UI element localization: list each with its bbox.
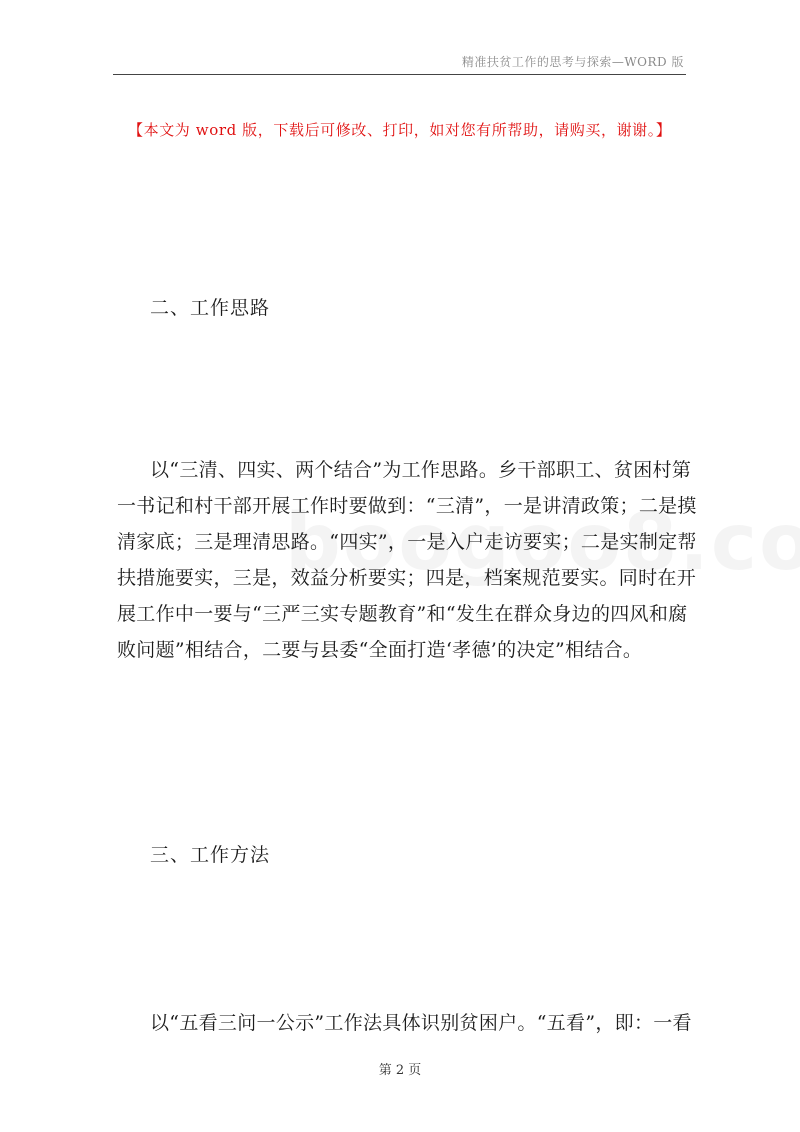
- paragraph-line: 败问题”相结合，二要与县委“全面打造‘孝德’的决定”相结合。: [117, 639, 643, 661]
- paragraph-line: 展工作中一要与“三严三实专题教育”和“发生在群众身边的四风和腐: [117, 603, 688, 625]
- header-divider: [113, 74, 686, 75]
- section-heading-work-methods: 三、工作方法: [150, 844, 271, 866]
- purchase-notice: 【本文为 word 版，下载后可修改、打印，如对您有所帮助，请购买，谢谢。】: [128, 121, 672, 139]
- paragraph-line: 清家底；三是理清思路。“四实”，一是入户走访要实；二是实制定帮: [117, 531, 697, 553]
- paragraph-line: 以“五看三问一公示”工作法具体识别贫困户。“五看”，即：一看: [150, 1012, 692, 1034]
- document-header-title: 精准扶贫工作的思考与探索—WORD 版: [461, 55, 684, 69]
- paragraph-line: 以“三清、四实、两个结合”为工作思路。乡干部职工、贫困村第: [150, 459, 692, 481]
- paragraph-line: 扶措施要实，三是，效益分析要实；四是，档案规范要实。同时在开: [117, 567, 697, 589]
- paragraph-work-methods: [117, 1005, 692, 1041]
- paragraph-line: 一书记和村干部开展工作时要做到：“三清”，一是讲清政策；二是摸: [117, 495, 697, 517]
- paragraph-work-approach: [117, 452, 697, 668]
- section-heading-work-approach: 二、工作思路: [150, 297, 271, 319]
- page-number: 第 2 页: [378, 1063, 422, 1078]
